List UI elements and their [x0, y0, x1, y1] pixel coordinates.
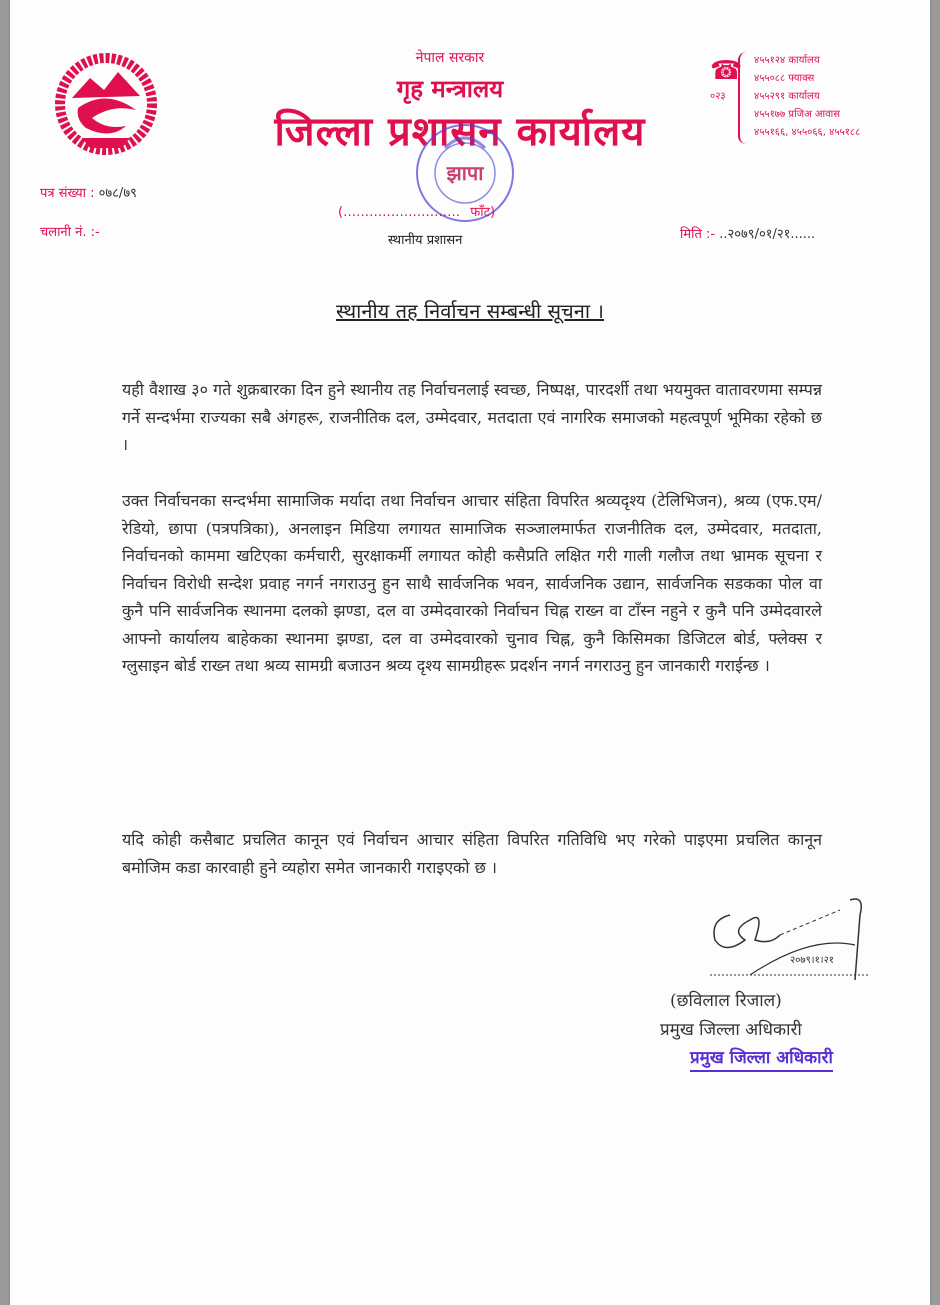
- signatory-title: प्रमुख जिल्ला अधिकारी: [660, 1020, 802, 1040]
- letter-number-label: पत्र संख्या :: [40, 186, 95, 201]
- notice-title-text: स्थानीय तह निर्वाचन सम्बन्धी सूचना ।: [336, 299, 604, 323]
- ministry-name: गृह मन्त्रालय: [396, 75, 504, 103]
- notice-paragraph: उक्त निर्वाचनका सन्दर्भमा सामाजिक मर्यादा तथा निर्वाचन आचार संहिता विपरित श्रव्यदृश्य (टेलिभिजन), श्रव्य (एफ.एम/रेडियो, छापा (पत्रपत्रिका), अनलाइन मिडिया लगायत सामाजिक सञ्जालमार्फत राजनीतिक दल, उम्मेदवार, मतदाता, निर्वाचनको काममा खटिएका कर्मचारी, सुरक्षाकर्मी लगायत कोही कसैप्रति लक्षित गरी गाली गलौज तथा भ्रामक सूचना र निर्वाचन विरोधी सन्देश प्रवाह नगर्न नगराउनु हुन साथै सार्वजनिक भवन, सार्वजनिक उद्यान, सार्वजनिक सडकका पोल वा कुनै पनि सार्वजनिक स्थानमा दलको झण्डा, दल वा उम्मेदवारको निर्वाचन चिह्न राख्न वा टाँस्न नहुने र कुनै पनि उम्मेदवारले आफ्नो कार्यालय बाहेकका स्थानमा झण्डा, दल वा उम्मेदवारको चुनाव चिह्न, कुनै किसिमका डिजिटल बोर्ड, फ्लेक्स र ग्लुसाइन बोर्ड राख्न तथा श्रव्य सामग्री बजाउन श्रव्य दृश्य सामग्रीहरू प्रदर्शन नगर्न नगराउनु हुन जानकारी गराईन्छ ।: [122, 491, 822, 675]
- date-label: मिति :-: [680, 227, 716, 242]
- notice-title: [10, 297, 930, 324]
- phone-number: ४५५१६६, ४५५०६६, ४५५१८८: [754, 127, 861, 138]
- branch-line: [338, 202, 495, 220]
- stamp-district: झापा: [446, 161, 484, 185]
- date: [680, 224, 815, 242]
- letter-number-value: ०७८/७९: [98, 186, 137, 201]
- signatory-name: (छविलाल रिजाल): [670, 991, 782, 1011]
- branch-name: स्थानीय प्रशासन: [388, 233, 463, 248]
- letter-number: [40, 183, 137, 201]
- date-value: ..२०७९/०१/२१......: [719, 227, 816, 242]
- phone-number: ४५५२९१ कार्यालय: [754, 91, 820, 102]
- brace-icon: [738, 52, 750, 144]
- signature-date: २०७९।१।२१: [790, 955, 834, 966]
- dispatch-number-label: चलानी नं. :-: [40, 225, 100, 240]
- phone-area-code: ०२३: [710, 91, 726, 102]
- branch-prefix: (: [338, 205, 344, 220]
- phone-list: [754, 52, 860, 142]
- notice-paragraph: यही वैशाख ३० गते शुक्रबारका दिन हुने स्थानीय तह निर्वाचनलाई स्वच्छ, निष्पक्ष, पारदर्शी तथा भयमुक्त वातावरणमा सम्पन्न गर्ने सन्दर्भमा राज्यका सबै अंगहरू, राजनीतिक दल, उम्मेदवार, मतदाता एवं नागरिक समाजको महत्वपूर्ण भूमिका रहेको छ ।: [122, 380, 822, 454]
- branch-suffix: फाँट): [470, 205, 496, 220]
- notice-paragraph: यदि कोही कसैबाट प्रचलित कानून एवं निर्वाचन आचार संहिता विपरित गतिविधि भए गरेको पाइएमा प्रचलित कानून बमोजिम कडा कारवाही हुने व्यहोरा समेत जानकारी गराइएको छ ।: [122, 830, 822, 877]
- phone-number: ४५५०८८ फ्याक्स: [754, 73, 815, 84]
- dispatch-number: [40, 222, 100, 240]
- letter-page: [10, 0, 930, 1305]
- telephone-icon: ☎: [710, 56, 743, 86]
- designation-stamp: प्रमुख जिल्ला अधिकारी: [690, 1045, 833, 1072]
- handwritten-signature-icon: [690, 895, 880, 990]
- phone-number: ४५५१७७ प्रजिअ आवास: [754, 109, 841, 120]
- branch-dots: ………………………: [343, 205, 461, 220]
- office-name: जिल्ला प्रशासन कार्यालय: [274, 109, 646, 155]
- phone-number: ४५५१२४ कार्यालय: [754, 55, 820, 66]
- government-name: नेपाल सरकार: [415, 50, 485, 66]
